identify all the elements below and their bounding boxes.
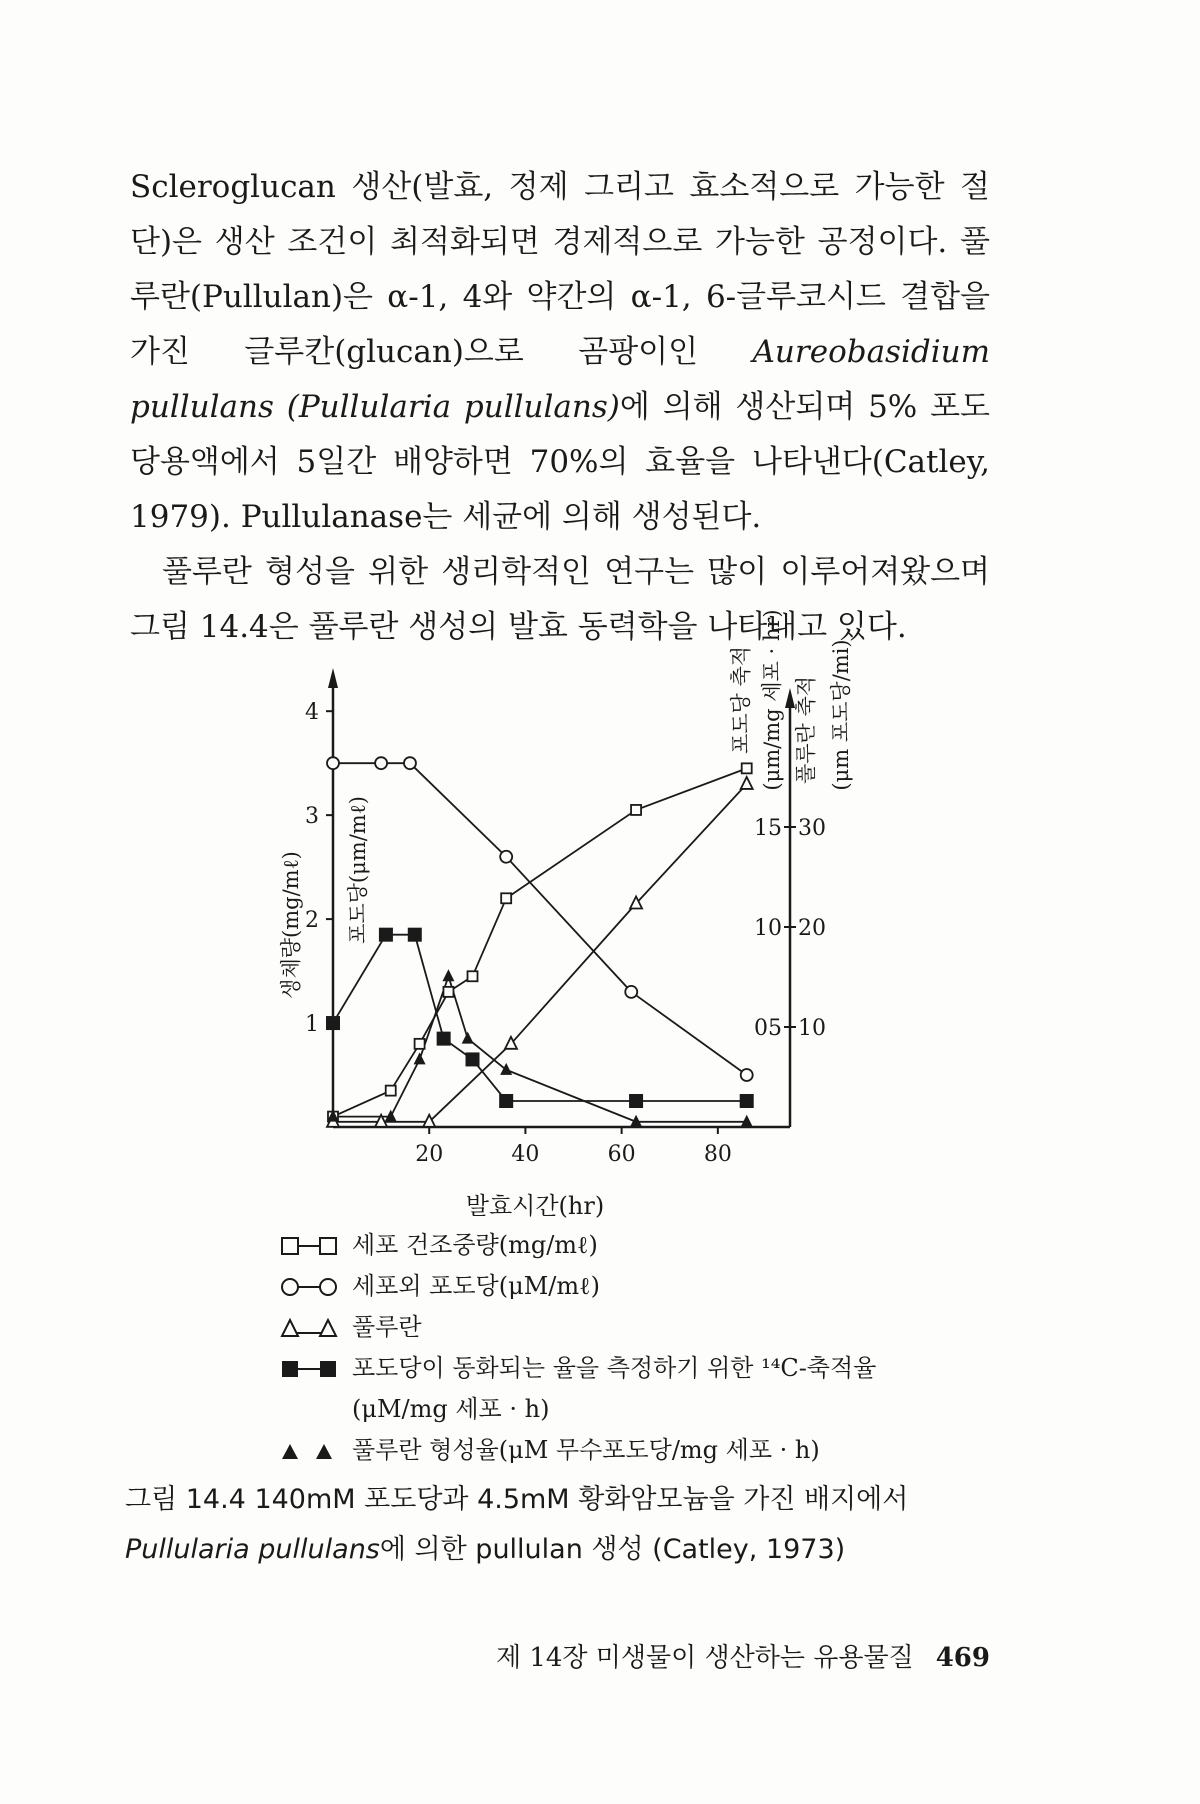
data-point-open-square: [501, 893, 511, 903]
data-point-filled-triangle: [442, 969, 454, 981]
right-axis-label-2: (μm/mg 세포 · hr): [760, 609, 784, 791]
x-tick-label: 40: [511, 1142, 540, 1167]
right-axis-label-4: (μm 포도당/mi): [829, 639, 853, 791]
series-line-2: [333, 763, 747, 1075]
legend: [280, 1225, 1000, 1471]
right-tick-label-inner: 05: [754, 1016, 782, 1041]
data-point-open-circle: [404, 757, 416, 769]
data-point-filled-square: [629, 1094, 643, 1108]
series-line-3: [333, 784, 747, 1122]
data-point-open-circle: [625, 986, 637, 998]
left-axis-label-biomass: 생체량(mg/mℓ): [279, 851, 303, 999]
data-point-open-square: [742, 763, 752, 773]
open-triangle-marker-icon: [280, 1315, 338, 1341]
legend-label-4-units: (μM/mg 세포 · h): [352, 1395, 550, 1423]
legend-label-4: 포도당이 동화되는 율을 측정하기 위한 ¹⁴C-축적율: [352, 1354, 877, 1382]
data-point-open-square: [443, 987, 453, 997]
paragraph-1-species: Aureobasidium pullulans (Pullularia pullulans): [130, 334, 990, 425]
page-footer: [0, 1637, 990, 1674]
data-point-filled-square: [499, 1094, 513, 1108]
data-point-filled-triangle: [741, 1115, 753, 1127]
data-point-filled-square: [326, 1016, 340, 1030]
paragraph-1-part-a: Scleroglucan 생산(발효, 정제 그리고 효소적으로 가능한 절단)은 생산 조건이 최적화되면 경제적으로 가능한 공정이다. 풀루란(Pullulan)은 α-1, 4와 약간의 α-1, 6-글루코시드 결합을 가진 글루칸(glucan)으로 곰팡이인: [130, 169, 990, 370]
data-point-filled-triangle: [462, 1032, 474, 1044]
legend-item-14c-accumulation: [280, 1348, 1000, 1389]
data-point-open-square: [415, 1039, 425, 1049]
filled-triangle-marker-icon: [280, 1438, 338, 1464]
data-point-filled-triangle: [500, 1063, 512, 1075]
right-tick-label-outer: 10: [798, 1016, 826, 1041]
caption-prefix: 그림 14.4 140mM 포도당과 4.5mM 황화암모늄을 가진 배지에서: [125, 1484, 909, 1515]
x-axis-label: 발효시간(hr): [465, 1192, 605, 1220]
legend-label-2: 세포외 포도당(μM/mℓ): [352, 1272, 600, 1300]
open-square-marker-icon: [280, 1233, 338, 1259]
data-point-open-circle: [500, 851, 512, 863]
data-point-filled-triangle: [414, 1052, 426, 1064]
legend-item-cell-dry-weight: [280, 1225, 1000, 1266]
data-point-filled-square: [408, 928, 422, 942]
paragraph-1-part-b: 에 의해 생산되며 5% 포도당용액에서 5일간 배양하면 70%의 효율을 나타낸다(Catley, 1979). Pullulanase는 세균에 의해 생성된다.: [130, 389, 990, 535]
data-point-open-triangle: [741, 777, 753, 789]
filled-square-marker-icon: [280, 1356, 338, 1382]
right-tick-label-inner: 10: [754, 916, 782, 941]
right-tick-label-outer: 20: [798, 916, 826, 941]
series-line-4: [333, 935, 747, 1101]
left-y-axis-arrow: [328, 668, 338, 688]
legend-label-3: 풀루란: [352, 1313, 422, 1341]
right-tick-label-inner: 15: [754, 816, 782, 841]
caption-species: Pullularia pullulans: [125, 1534, 380, 1565]
right-axis-label-1: 포도당 축적: [729, 645, 753, 755]
x-tick-label: 80: [703, 1142, 732, 1167]
legend-label-5: 풀루란 형성율(μM 무수포도당/mg 세포 · h): [352, 1436, 820, 1464]
data-point-open-square: [631, 805, 641, 815]
figure-caption: [125, 1475, 1005, 1575]
legend-item-extracellular-glucose: [280, 1266, 1000, 1307]
legend-item-pullulan: [280, 1307, 1000, 1348]
page-number: 469: [935, 1643, 990, 1673]
left-tick-label: 2: [305, 908, 319, 934]
legend-item-pullulan-rate: [280, 1430, 1000, 1471]
paragraph-2: 풀루란 형성을 위한 생리학적인 연구는 많이 이루어져왔으며 그림 14.4은 풀루란 생성의 발효 동력학을 나타내고 있다.: [130, 554, 990, 645]
x-tick-label: 60: [607, 1142, 636, 1167]
left-tick-label: 3: [305, 804, 319, 830]
data-point-filled-square: [437, 1032, 451, 1046]
right-tick-label-outer: 30: [798, 816, 826, 841]
data-point-filled-triangle: [385, 1110, 397, 1122]
data-point-open-square: [386, 1086, 396, 1096]
data-point-open-circle: [375, 757, 387, 769]
data-point-filled-square: [466, 1052, 480, 1066]
data-point-filled-square: [740, 1094, 754, 1108]
data-point-open-circle: [327, 757, 339, 769]
left-tick-label: 1: [305, 1012, 319, 1038]
data-point-open-circle: [741, 1069, 753, 1081]
legend-label-1: 세포 건조중량(mg/mℓ): [352, 1231, 598, 1259]
x-tick-label: 20: [415, 1142, 444, 1167]
data-point-filled-square: [379, 928, 393, 942]
series-line-1: [333, 768, 747, 1116]
right-axis-label-3: 풀루란 축적: [794, 675, 818, 785]
open-circle-marker-icon: [280, 1274, 338, 1300]
data-point-open-square: [468, 971, 478, 981]
chapter-title: 제 14장 미생물이 생산하는 유용물질: [495, 1643, 914, 1673]
left-axis-label-glucose: 포도당(μm/mℓ): [346, 796, 370, 944]
caption-suffix: 에 의한 pullulan 생성 (Catley, 1973): [379, 1534, 846, 1565]
left-tick-label: 4: [305, 700, 319, 726]
series-line-5: [333, 976, 747, 1122]
